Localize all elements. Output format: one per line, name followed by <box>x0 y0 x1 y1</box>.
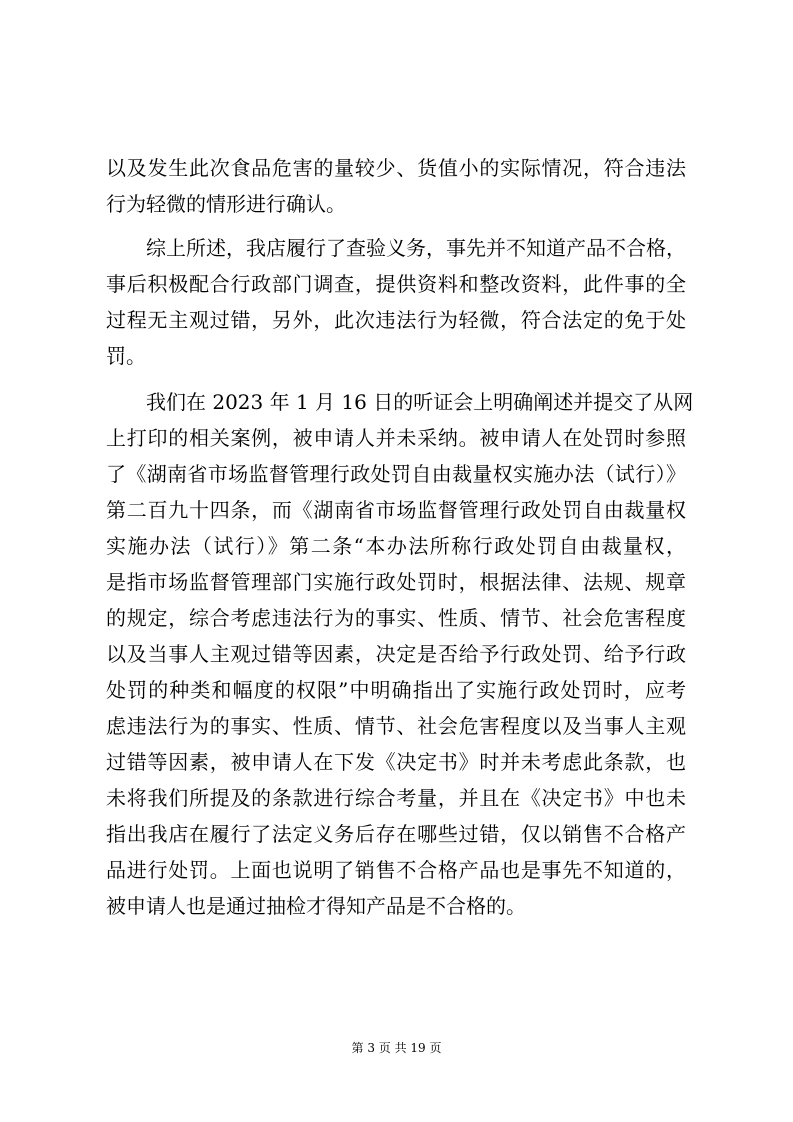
paragraph-line: 实施办法（试行）》第二条“本办法所称行政处罚自由裁量权， <box>106 534 686 558</box>
page-number-footer: 第 3 页 共 19 页 <box>351 1041 442 1055</box>
paragraph-line: 罚。 <box>106 344 146 368</box>
paragraph-line: 过程无主观过错，另外，此次违法行为轻微，符合法定的免于处 <box>106 308 686 332</box>
paragraph-line: 以及当事人主观过错等因素，决定是否给予行政处罚、给予行政 <box>106 642 686 666</box>
paragraph-line: 被申请人也是通过抽检才得知产品是不合格的。 <box>106 894 526 918</box>
paragraph-line: 上打印的相关案例，被申请人并未采纳。被申请人在处罚时参照 <box>106 426 686 450</box>
paragraph-line: 处罚的种类和幅度的权限”中明确指出了实施行政处罚时，应考 <box>106 678 686 702</box>
paragraph-line: 过错等因素，被申请人在下发《决定书》时并未考虑此条款，也 <box>106 750 686 774</box>
paragraph-line: 第二百九十四条，而《湖南省市场监督管理行政处罚自由裁量权 <box>106 498 686 522</box>
paragraph-line: 我们在 2023 年 1 月 16 日的听证会上明确阐述并提交了从网 <box>146 390 694 414</box>
paragraph-line: 未将我们所提及的条款进行综合考量，并且在《决定书》中也未 <box>106 786 686 810</box>
paragraph-line: 了《湖南省市场监督管理行政处罚自由裁量权实施办法（试行）》 <box>106 462 686 486</box>
paragraph-line: 指出我店在履行了法定义务后存在哪些过错，仅以销售不合格产 <box>106 822 686 846</box>
paragraph-line: 是指市场监督管理部门实施行政处罚时，根据法律、法规、规章 <box>106 570 686 594</box>
paragraph-line: 虑违法行为的事实、性质、情节、社会危害程度以及当事人主观 <box>106 714 686 738</box>
paragraph-line: 综上所述，我店履行了查验义务，事先并不知道产品不合格， <box>146 236 686 260</box>
paragraph-line: 品进行处罚。上面也说明了销售不合格产品也是事先不知道的， <box>106 858 686 882</box>
paragraph-line: 事后积极配合行政部门调查，提供资料和整改资料，此件事的全 <box>106 272 686 296</box>
paragraph-line: 行为轻微的情形进行确认。 <box>106 192 346 216</box>
paragraph-line: 以及发生此次食品危害的量较少、货值小的实际情况，符合违法 <box>106 156 686 180</box>
paragraph-line: 的规定，综合考虑违法行为的事实、性质、情节、社会危害程度 <box>106 606 686 630</box>
